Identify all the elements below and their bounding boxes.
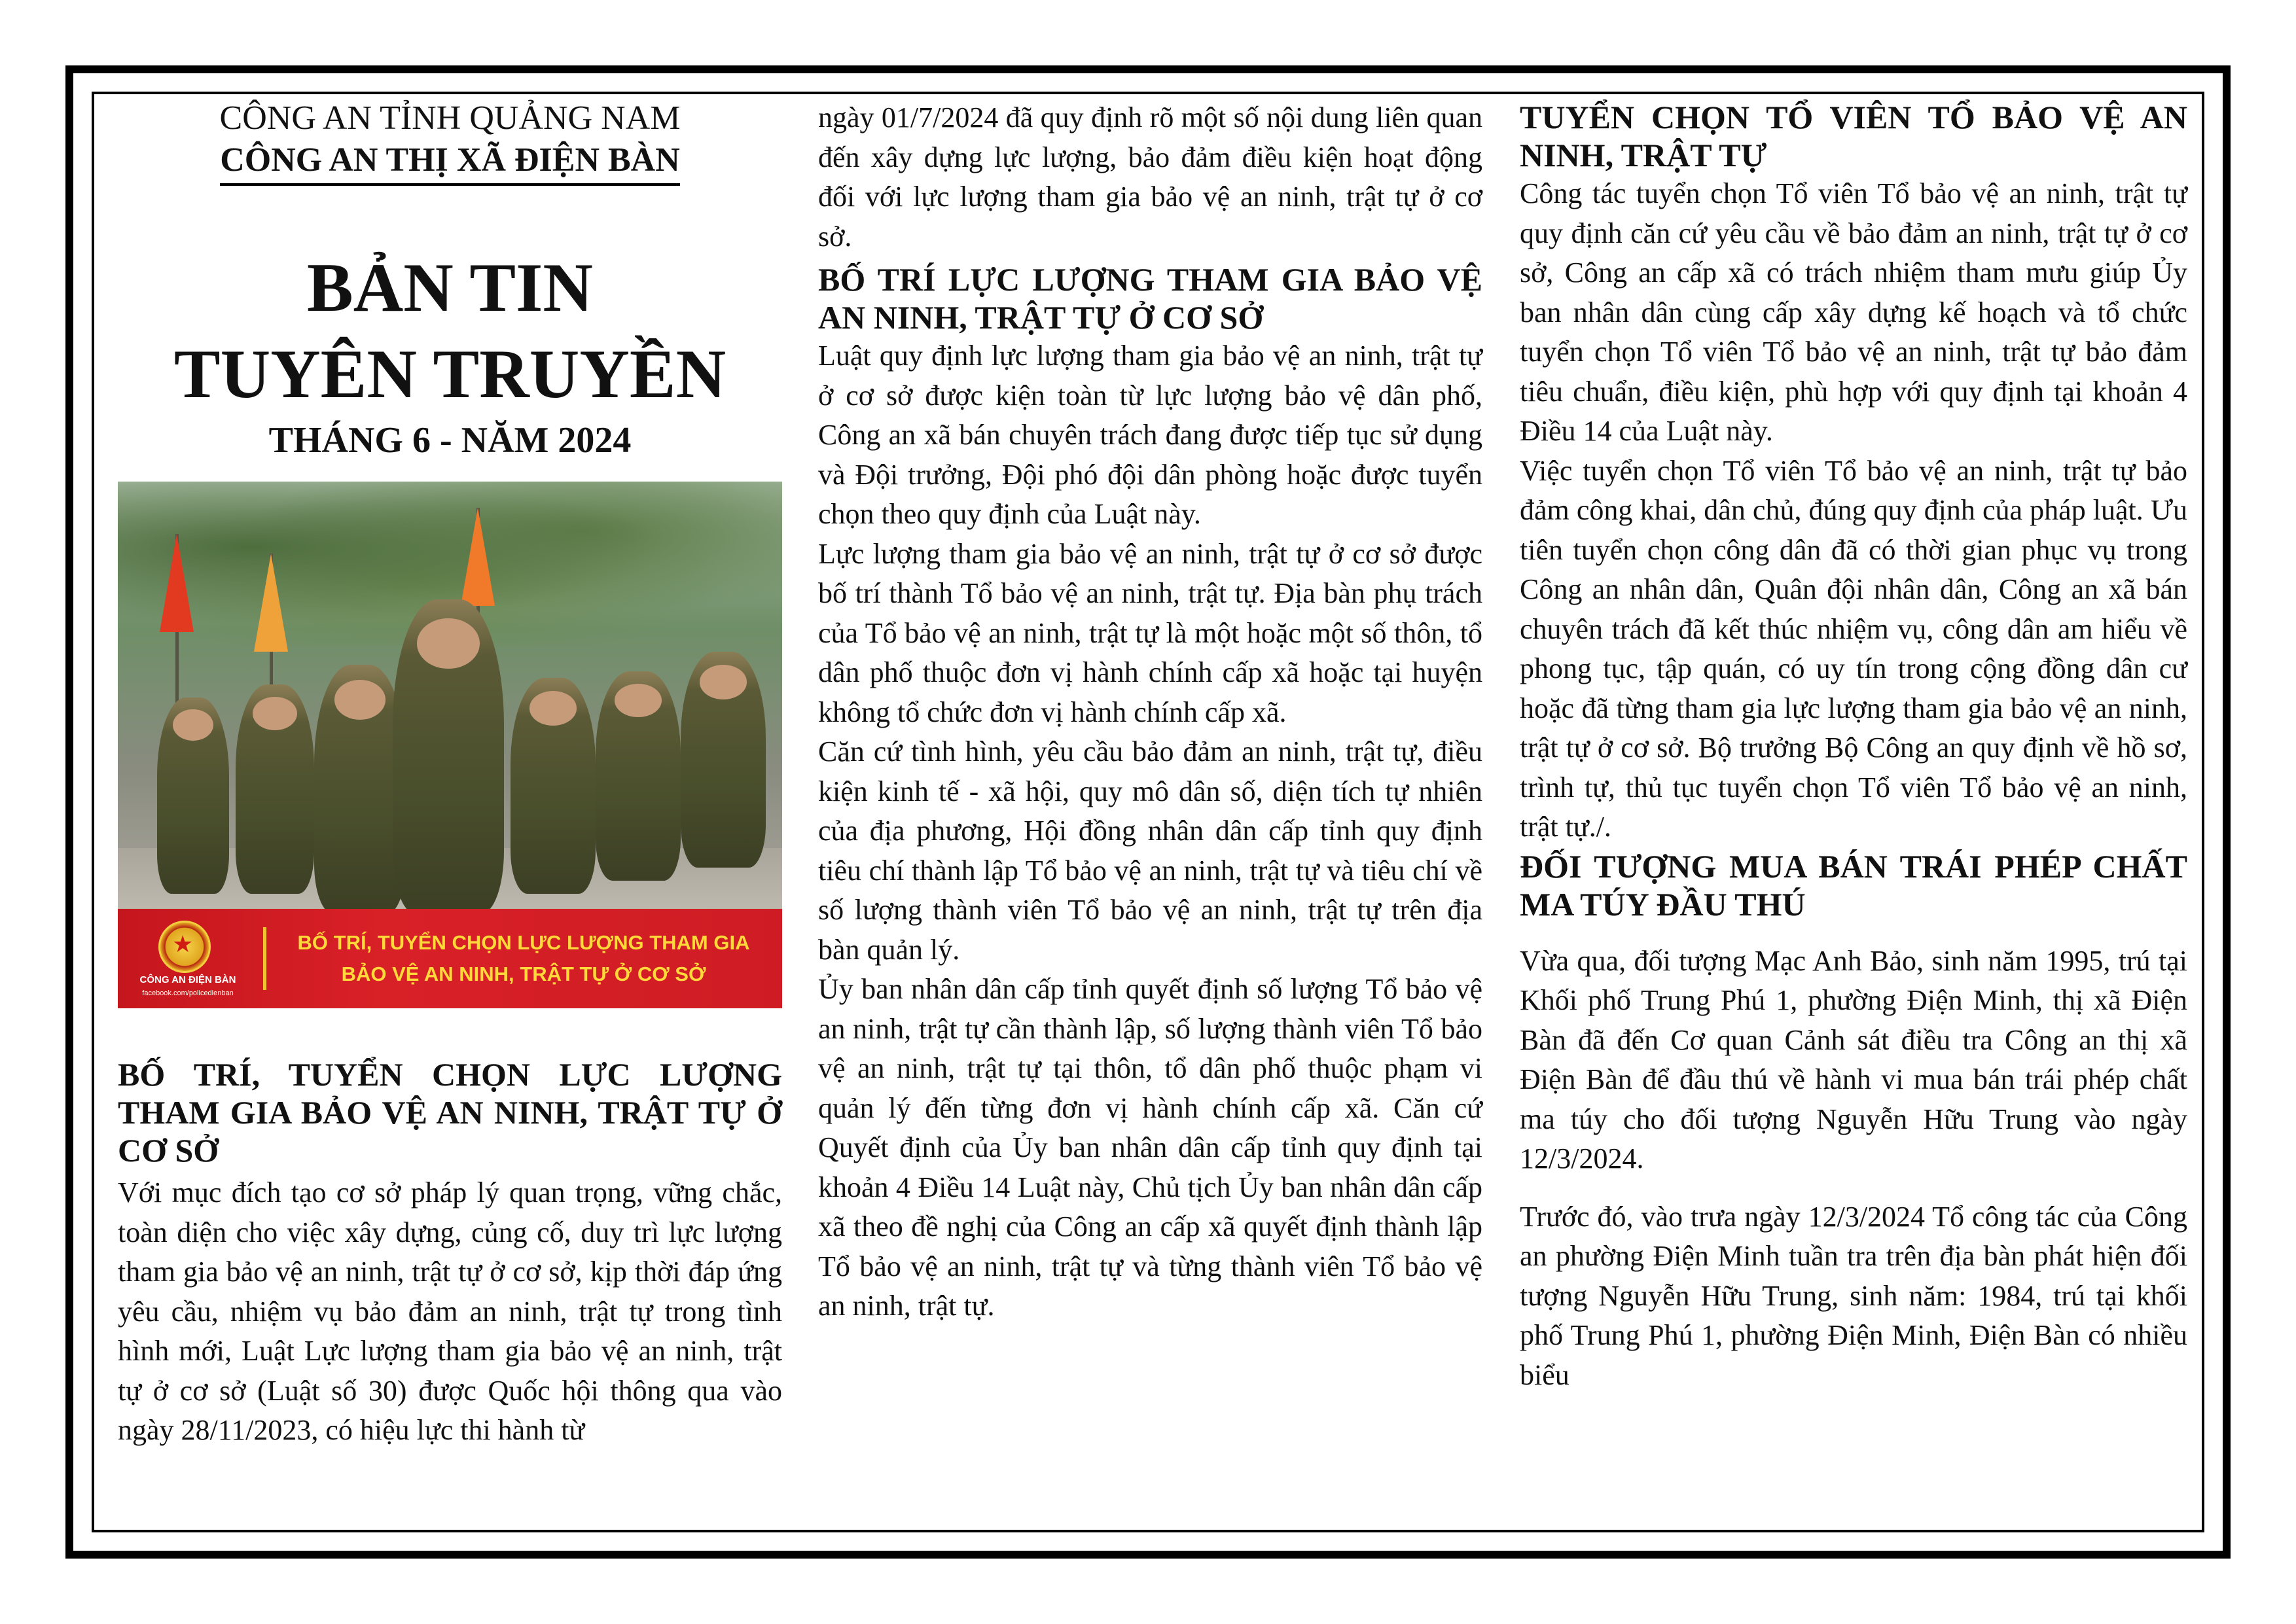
newsletter-title-line2: TUYÊN TRUYỀN [173,336,726,412]
banner-divider [263,927,266,990]
article2-heading: ĐỐI TƯỢNG MUA BÁN TRÁI PHÉP CHẤT MA TÚY ĐẦU THÚ [1520,847,2187,923]
column-2 [818,98,1482,1326]
section2-paragraph: Luật quy định lực lượng tham gia bảo vệ an ninh, trật tự ở cơ sở được kiện toàn từ lực lượng bảo vệ dân phố, Công an xã bán chuyên trách đang được tiếp tục sử dụng và Đội trưởng, Đội phó đội dân phòng hoặc được tuyển chọn theo quy định của Luật này. [818,340,1482,530]
agency-name: CÔNG AN TỈNH QUẢNG NAM [219,99,681,137]
article2-paragraph: Vừa qua, đối tượng Mạc Anh Bảo, sinh năm 1995, trú tại Khối phố Trung Phú 1, phường Điện Minh, thị xã Điện Bàn đã đến Cơ quan Cảnh sát điều tra Công an thị xã Điện Bàn để đầu thú về hành vi mua bán trái phép chất ma túy cho đối tượng Nguyễn Hữu Trung vào ngày 12/3/2024. [1520,944,2187,1174]
section2-paragraph: Lực lượng tham gia bảo vệ an ninh, trật tự ở cơ sở được bố trí thành Tổ bảo vệ an ninh, trật tự. Địa bàn phụ trách của Tổ bảo vệ an ninh, trật tự là một hoặc một số thôn, tổ dân phố thuộc đơn vị hành chính cấp xã hoặc tại huyện không tổ chức đơn vị hành chính cấp xã. [818,537,1482,728]
article1-paragraph-continued: ngày 01/7/2024 đã quy định rõ một số nội dung liên quan đến xây dựng lực lượng, bảo đảm điều kiện hoạt động đối với lực lượng tham gia bảo vệ an ninh, trật tự ở cơ sở. [818,101,1482,253]
section2-paragraph: Căn cứ tình hình, yêu cầu bảo đảm an ninh, trật tự, điều kiện kinh tế - xã hội, quy mô dân số, diện tích tự nhiên của địa phương, Hội đồng nhân dân cấp tỉnh quy định tiêu chí thành lập Tổ bảo vệ an ninh, trật tự và tiêu chí về số lượng thành viên Tổ bảo vệ an ninh, trật tự trên địa bàn quản lý. [818,735,1482,966]
section3-paragraph: Công tác tuyển chọn Tổ viên Tổ bảo vệ an ninh, trật tự quy định căn cứ yêu cầu về bảo đảm an ninh, trật tự ở cơ sở, Công an cấp xã có trách nhiệm tham mưu giúp Ủy ban nhân dân cùng cấp xây dựng kế hoạch và tổ chức tuyển chọn Tổ viên Tổ bảo vệ an ninh, trật tự bảo đảm tiêu chuẩn, điều kiện, phù hợp với quy định tại khoản 4 Điều 14 của Luật này. [1520,177,2187,447]
flag-icon [160,534,194,632]
unit-name-text: CÔNG AN THỊ XÃ ĐIỆN BÀN [220,139,680,186]
section3-heading: TUYỂN CHỌN TỔ VIÊN TỔ BẢO VỆ AN NINH, TRẬT TỰ [1520,99,2187,173]
section2-heading: BỐ TRÍ LỰC LƯỢNG THAM GIA BẢO VỆ AN NINH, TRẬT TỰ Ở CƠ SỞ [818,261,1482,336]
soldier-figure [511,678,596,894]
soldier-figure [393,599,504,913]
article1-paragraph: Với mục đích tạo cơ sở pháp lý quan trọng, vững chắc, toàn diện cho việc xây dựng, củng cố, duy trì lực lượng tham gia bảo vệ an ninh, trật tự ở cơ sở, kịp thời đáp ứng yêu cầu, nhiệm vụ bảo đảm an ninh, trật tự trong tình hình mới, Luật Lực lượng tham gia bảo vệ an ninh, trật tự ở cơ sở (Luật số 30) được Quốc hội thông qua vào ngày 28/11/2023, có hiệu lực thi hành từ [118,1176,782,1446]
star-icon: ★ [172,931,194,958]
soldier-figure [681,652,766,868]
article1-heading: BỐ TRÍ, TUYỂN CHỌN LỰC LƯỢNG THAM GIA BẢO VỆ AN NINH, TRẬT TỰ Ở CƠ SỞ [118,1056,782,1169]
soldier-figure [236,684,314,894]
column-3 [1520,98,2187,1395]
soldier-figure [596,671,681,881]
banner-caption [275,927,772,990]
article2-paragraph: Trước đó, vào trưa ngày 12/3/2024 Tổ công tác của Công an phường Điện Minh tuần tra trên địa bàn phát hiện đối tượng Nguyễn Hữu Trung, sinh năm: 1984, trú tại khối phố Trung Phú 1, phường Điện Minh, Điện Bàn có nhiều biểu [1520,1200,2187,1391]
flag-icon [461,508,495,606]
column-1 [118,98,782,1451]
police-emblem-icon [158,921,211,973]
issue-date: THÁNG 6 - NĂM 2024 [268,420,632,461]
flag-icon [254,554,288,652]
photo-banner [118,909,782,1008]
unit-name [118,139,782,186]
soldier-figure [314,665,406,913]
section2-paragraph: Ủy ban nhân dân cấp tỉnh quyết định số lượng Tổ bảo vệ an ninh, trật tự cần thành lập, số lượng thành viên Tổ bảo vệ an ninh, trật tự tại thôn, tổ dân phố thuộc phạm vi quản lý đến từng đơn vị hành chính cấp xã. Căn cứ Quyết định của Ủy ban nhân dân cấp tỉnh quy định tại khoản 4 Điều 14 Luật này, Chủ tịch Ủy ban nhân dân cấp xã theo đề nghị của Công an cấp xã quyết định thành lập Tổ bảo vệ an ninh, trật tự và từng thành viên Tổ bảo vệ an ninh, trật tự. [818,973,1482,1322]
logo-url: facebook.com/policedienban [142,989,234,997]
soldier-figure [157,697,229,894]
logo-text: CÔNG AN ĐIỆN BÀN [139,974,236,985]
section3-paragraph: Việc tuyển chọn Tổ viên Tổ bảo vệ an ninh, trật tự bảo đảm công khai, dân chủ, đúng quy định của pháp luật. Ưu tiên tuyển chọn công dân đã có thời gian phục vụ trong Công an nhân dân, Quân đội nhân dân, Công an xã bán chuyên trách đã kết thúc nhiệm vụ, công dân am hiểu về phong tục, tập quán, có uy tín trong cộng đồng dân cư hoặc đã từng tham gia lực lượng tham gia bảo vệ an ninh, trật tự ở cơ sở. Bộ trưởng Bộ Công an quy định về hồ sơ, trình tự, thủ tục tuyển chọn Tổ viên Tổ bảo vệ an ninh, trật tự./. [1520,454,2187,843]
banner-caption-line2: BẢO VỆ AN NINH, TRẬT TỰ Ở CƠ SỞ [341,962,706,985]
cover-photo [118,482,782,1008]
newsletter-title-line1: BẢN TIN [307,249,593,326]
banner-caption-line1: BỐ TRÍ, TUYỂN CHỌN LỰC LƯỢNG THAM GIA [297,931,750,954]
